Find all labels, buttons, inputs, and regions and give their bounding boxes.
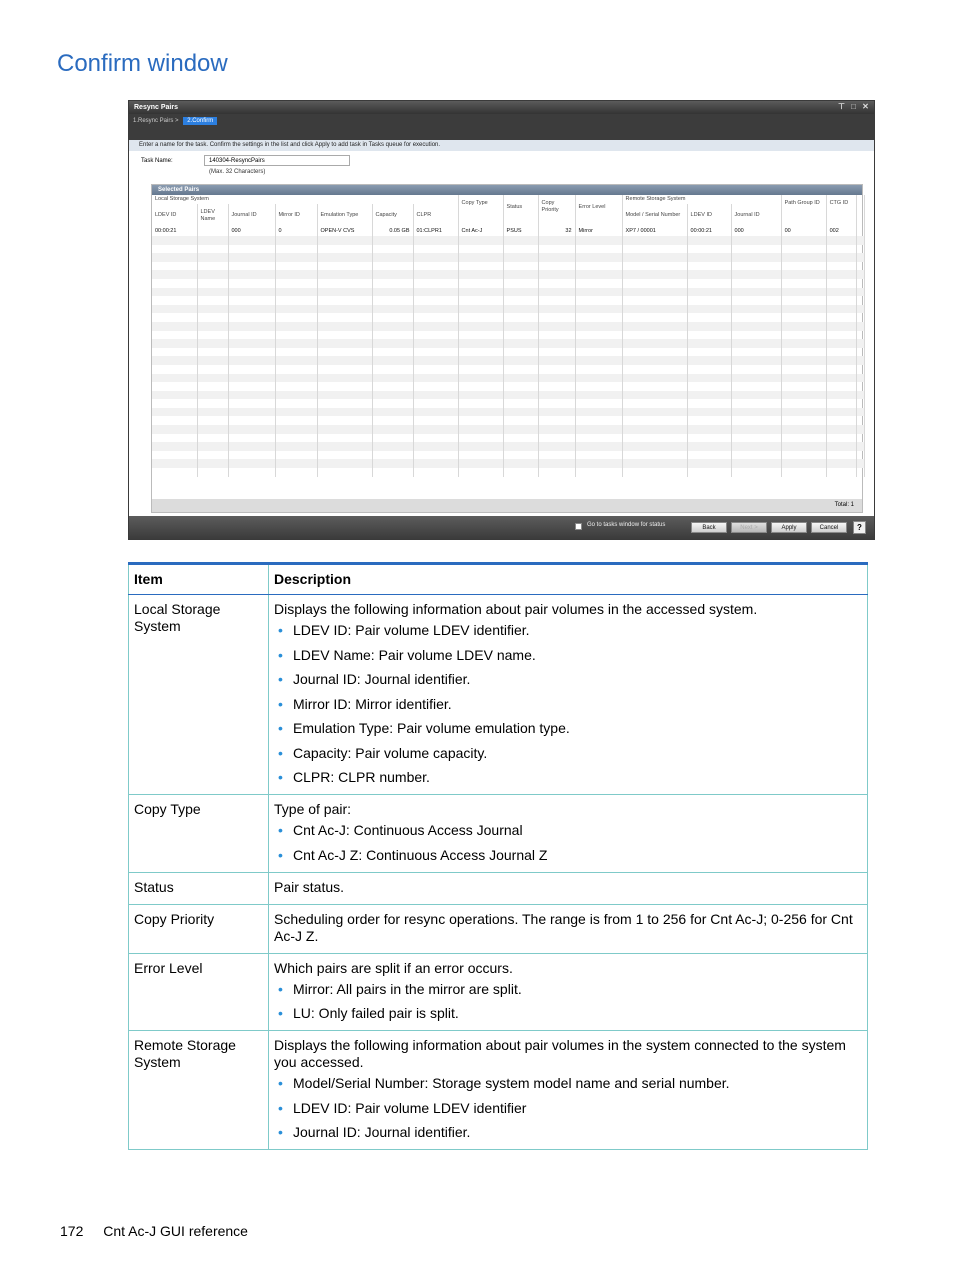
cell-remote-ldev-id: 00:00:21 [687, 227, 731, 236]
description-text: Scheduling order for resync operations. The range is from 1 to 256 for Cnt Ac-J; 0-256 for Cnt Ac-J Z. [274, 910, 853, 944]
breadcrumb [133, 118, 217, 124]
list-item: • Journal ID: Journal identifier. [293, 671, 862, 688]
empty-row [152, 408, 864, 417]
empty-row [152, 313, 864, 322]
cell-ctg-id: 002 [826, 227, 856, 236]
list-item: • LDEV ID: Pair volume LDEV identifier. [293, 622, 862, 639]
empty-row [152, 236, 864, 245]
pin-icon[interactable]: ⊤ [838, 102, 845, 111]
header-description: Description [269, 564, 868, 595]
task-name-label: Task Name: [141, 158, 173, 164]
page-footer [60, 1223, 248, 1239]
description-text: Displays the following information about pair volumes in the system connected to the system you accessed. [274, 1037, 846, 1070]
empty-row [152, 425, 864, 434]
empty-row [152, 253, 864, 262]
breadcrumb-separator: > [175, 118, 179, 124]
col-capacity[interactable]: Capacity [372, 204, 413, 227]
description-text: Which pairs are split if an error occurs. [274, 959, 513, 976]
description-cell [269, 953, 868, 1031]
col-journal-id[interactable]: Journal ID [228, 204, 275, 227]
instruction-text: Enter a name for the task. Confirm the settings in the list and click Apply to add task in Tasks queue for execution. [129, 140, 874, 151]
window-button-bar [129, 516, 874, 539]
table-row [129, 1031, 868, 1150]
col-error-level[interactable]: Error Level [575, 195, 622, 227]
description-text: Pair status. [274, 878, 345, 895]
help-icon[interactable]: ? [853, 521, 866, 534]
group-local-storage: Local Storage System [152, 195, 458, 204]
list-item: • Mirror: All pairs in the mirror are split. [293, 981, 862, 998]
cell-copy-type: Cnt Ac-J [458, 227, 503, 236]
empty-row [152, 270, 864, 279]
header-item: Item [129, 564, 269, 595]
empty-row [152, 468, 864, 477]
col-mirror-id[interactable]: Mirror ID [275, 204, 317, 227]
page-title: Confirm window [57, 50, 228, 77]
empty-row [152, 365, 864, 374]
back-button[interactable]: Back [691, 522, 727, 533]
empty-row [152, 451, 864, 460]
empty-row [152, 279, 864, 288]
empty-row [152, 382, 864, 391]
list-item: • Mirror ID: Mirror identifier. [293, 696, 862, 713]
col-clpr[interactable]: CLPR [413, 204, 458, 227]
item-cell: Local Storage System [129, 595, 269, 795]
col-status[interactable]: Status [503, 195, 538, 227]
task-name-input[interactable]: 140304-ResyncPairs [204, 155, 350, 166]
list-item: • Emulation Type: Pair volume emulation type. [293, 720, 862, 737]
cell-path-group-id: 00 [781, 227, 826, 236]
list-item: • LDEV ID: Pair volume LDEV identifier [293, 1100, 862, 1117]
col-ctg-id[interactable]: CTG ID [826, 195, 856, 227]
empty-row [152, 262, 864, 271]
list-item: • LU: Only failed pair is split. [293, 1005, 862, 1022]
cell-copy-priority: 32 [538, 227, 575, 236]
empty-row [152, 245, 864, 254]
cancel-button[interactable]: Cancel [811, 522, 847, 533]
total-value: 1 [850, 502, 854, 508]
col-ldev-name[interactable]: LDEV Name [197, 204, 228, 227]
maximize-icon[interactable]: □ [851, 102, 856, 111]
item-cell: Remote Storage System [129, 1031, 269, 1150]
group-remote-storage: Remote Storage System [622, 195, 781, 204]
table-row [129, 953, 868, 1031]
col-path-group-id[interactable]: Path Group ID [781, 195, 826, 227]
list-item: • CLPR: CLPR number. [293, 769, 862, 786]
table-row [129, 795, 868, 873]
page-number: 172 [60, 1223, 84, 1239]
description-text: Displays the following information about pair volumes in the accessed system. [274, 601, 758, 617]
bullet-list [274, 1075, 862, 1141]
empty-row [152, 391, 864, 400]
cell-status: PSUS [503, 227, 538, 236]
list-item: • Model/Serial Number: Storage system model name and serial number. [293, 1075, 862, 1092]
cell-ldev-name [197, 227, 228, 236]
col-model-serial[interactable]: Model / Serial Number [622, 204, 687, 227]
breadcrumb-step-2: 2.Confirm [183, 117, 217, 125]
empty-row [152, 442, 864, 451]
empty-row [152, 348, 864, 357]
cell-capacity: 0.05 GB [372, 227, 413, 236]
table-footer [152, 499, 862, 512]
resync-pairs-window [128, 100, 875, 540]
apply-button[interactable]: Apply [771, 522, 807, 533]
empty-row [152, 459, 864, 468]
description-cell [269, 595, 868, 795]
wizard-nav [129, 114, 874, 140]
window-title: Resync Pairs [134, 104, 178, 111]
empty-row [152, 399, 864, 408]
col-copy-priority[interactable]: Copy Priority [538, 195, 575, 227]
selected-pairs-title: Selected Pairs [152, 185, 862, 195]
cell-emulation-type: OPEN-V CVS [317, 227, 372, 236]
next-button[interactable]: Next > [731, 522, 767, 533]
col-remote-ldev-id[interactable]: LDEV ID [687, 204, 731, 227]
cell-clpr: 01:CLPR1 [413, 227, 458, 236]
table-row [129, 872, 868, 904]
col-copy-type[interactable]: Copy Type [458, 195, 503, 227]
empty-row [152, 322, 864, 331]
bullet-list [274, 822, 862, 864]
total-label: Total: [834, 502, 849, 508]
item-cell: Error Level [129, 953, 269, 1031]
item-description-table [128, 562, 868, 1150]
cell-error-level: Mirror [575, 227, 622, 236]
empty-row [152, 374, 864, 383]
close-icon[interactable]: ✕ [862, 102, 869, 111]
cell-journal-id: 000 [228, 227, 275, 236]
cell-remote-journal-id: 000 [731, 227, 781, 236]
selected-pairs-table [152, 195, 865, 477]
task-name-hint: (Max. 32 Characters) [209, 169, 266, 175]
table-row[interactable] [152, 227, 864, 236]
empty-row [152, 416, 864, 425]
table-row [129, 595, 868, 795]
list-item: • LDEV Name: Pair volume LDEV name. [293, 647, 862, 664]
bullet-list [274, 981, 862, 1023]
description-cell [269, 872, 868, 904]
bullet-list [274, 622, 862, 786]
list-item: • Cnt Ac-J: Continuous Access Journal [293, 822, 862, 839]
selected-pairs-panel [151, 184, 863, 513]
footer-text: Cnt Ac-J GUI reference [103, 1223, 248, 1239]
cell-ldev-id: 00:00:21 [152, 227, 197, 236]
empty-row [152, 331, 864, 340]
col-emulation-type[interactable]: Emulation Type [317, 204, 372, 227]
table-row [129, 904, 868, 953]
item-cell: Copy Type [129, 795, 269, 873]
cell-model-serial: XP7 / 00001 [622, 227, 687, 236]
item-cell: Copy Priority [129, 904, 269, 953]
go-to-tasks-label: Go to tasks window for status [587, 522, 666, 528]
empty-row [152, 434, 864, 443]
col-remote-journal-id[interactable]: Journal ID [731, 204, 781, 227]
empty-row [152, 356, 864, 365]
empty-row [152, 305, 864, 314]
list-item: • Journal ID: Journal identifier. [293, 1124, 862, 1141]
breadcrumb-step-1[interactable]: 1.Resync Pairs [133, 118, 174, 124]
description-cell [269, 795, 868, 873]
empty-row [152, 296, 864, 305]
item-cell: Status [129, 872, 269, 904]
go-to-tasks-checkbox[interactable] [575, 523, 582, 530]
description-text: Type of pair: [274, 801, 352, 817]
list-item: • Cnt Ac-J Z: Continuous Access Journal Z [293, 847, 862, 864]
cell-mirror-id: 0 [275, 227, 317, 236]
empty-row [152, 339, 864, 348]
description-cell [269, 904, 868, 953]
empty-row [152, 288, 864, 297]
list-item: • Capacity: Pair volume capacity. [293, 745, 862, 762]
col-ldev-id[interactable]: LDEV ID [152, 204, 197, 227]
description-cell [269, 1031, 868, 1150]
window-titlebar [129, 101, 874, 114]
